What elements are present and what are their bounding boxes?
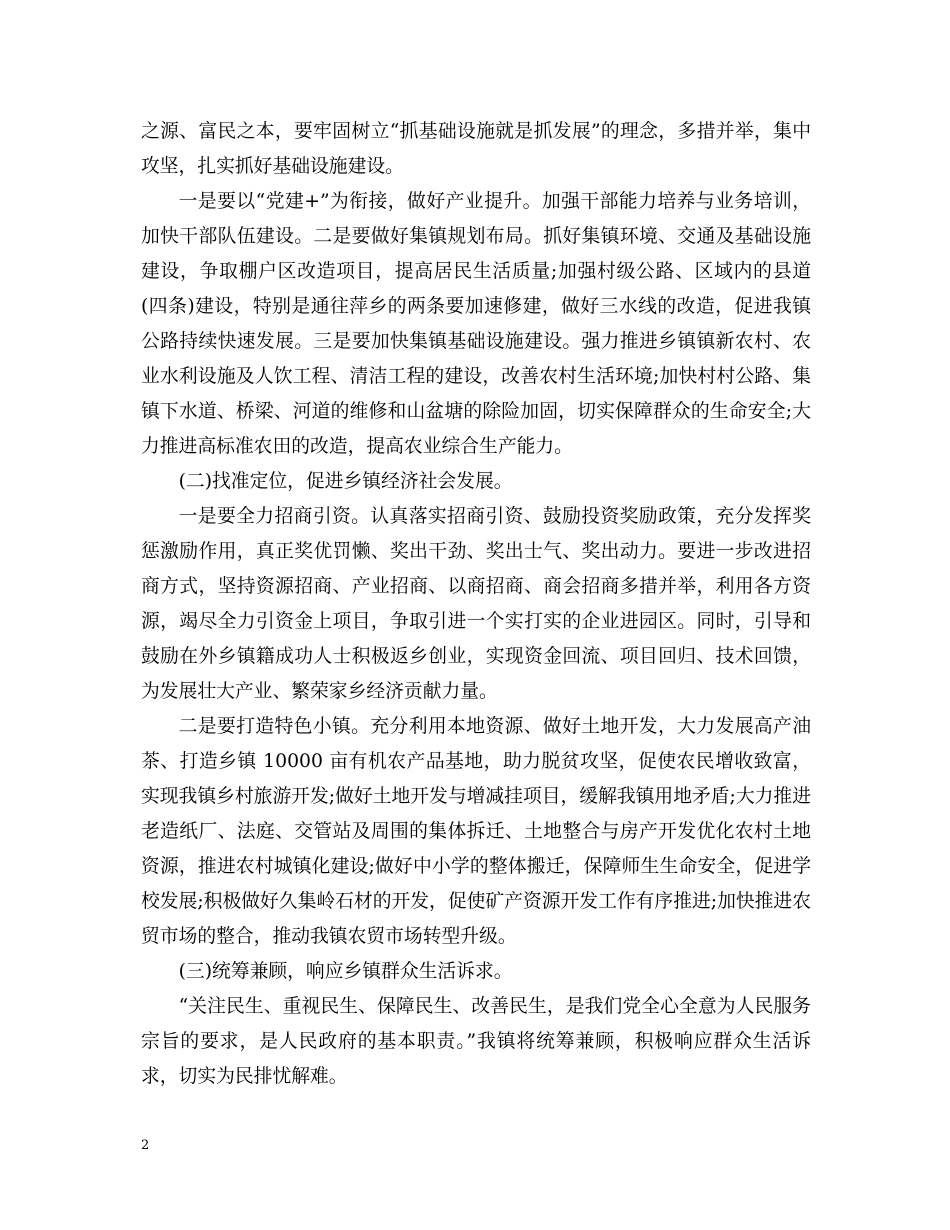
page-number: 2 xyxy=(141,1138,150,1153)
paragraph-investment: 一是要全力招商引资。认真落实招商引资、鼓励投资奖励政策，充分发挥奖惩激励作用，真正奖优罚懒、奖出干劲、奖出士气、奖出动力。要进一步改进招商方式，坚持资源招商、产业招商、以商招商、商会招商多措并举，利用各方资源，竭尽全力引资金上项目，争取引进一个实打实的企业进园区。同时，引导和鼓励在外乡镇籍成功人士积极返乡创业，实现资金回流、项目回归、技术回馈，为发展壮大产业、繁荣家乡经济贡献力量。 xyxy=(141,506,811,702)
paragraph-continuation: 之源、富民之本，要牢固树立“抓基础设施就是抓发展”的理念，多措并举，集中攻坚，扎实抓好基础设施建设。 xyxy=(141,121,811,177)
document-body xyxy=(141,114,811,1094)
section-heading-2: (二)找准定位，促进乡镇经济社会发展。 xyxy=(178,471,513,492)
paragraph-characteristic-town: 二是要打造特色小镇。充分利用本地资源、做好土地开发，大力发展高产油茶、打造乡镇 10000 亩有机农产品基地，助力脱贫攻坚，促使农民增收致富，实现我镇乡村旅游开发;做好土地开发与增减挂项目，缓解我镇用地矛盾;大力推进老造纸厂、法庭、交管站及周围的集体拆迁、土地整合与房产开发优化农村土地资源，推进农村城镇化建设;做好中小学的整体搬迁，保障师生生命安全，促进学校发展;积极做好久集岭石材的开发，促使矿产资源开发工作有序推进;加快推进农贸市场的整合，推动我镇农贸市场转型升级。 xyxy=(141,716,811,947)
paragraph-infrastructure: 一是要以“党建+”为衔接，做好产业提升。加强干部能力培养与业务培训，加快干部队伍建设。二是要做好集镇规划布局。抓好集镇环境、交通及基础设施建设，争取棚户区改造项目，提高居民生活质量;加强村级公路、区域内的县道(四条)建设，特别是通往萍乡的两条要加速修建，做好三水线的改造，促进我镇公路持续快速发展。三是要加快集镇基础设施建设。强力推进乡镇镇新农村、农业水利设施及人饮工程、清洁工程的建设，改善农村生活环境;加快村村公路、集镇下水道、桥梁、河道的维修和山盆塘的除险加固，切实保障群众的生命安全;大力推进高标准农田的改造，提高农业综合生产能力。 xyxy=(141,191,811,457)
section-heading-3: (三)统筹兼顾，响应乡镇群众生活诉求。 xyxy=(178,961,513,982)
paragraph-livelihood: “关注民生、重视民生、保障民生、改善民生，是我们党全心全意为人民服务宗旨的要求，是人民政府的基本职责。”我镇将统筹兼顾，积极响应群众生活诉求，切实为民排忧解难。 xyxy=(141,996,811,1087)
